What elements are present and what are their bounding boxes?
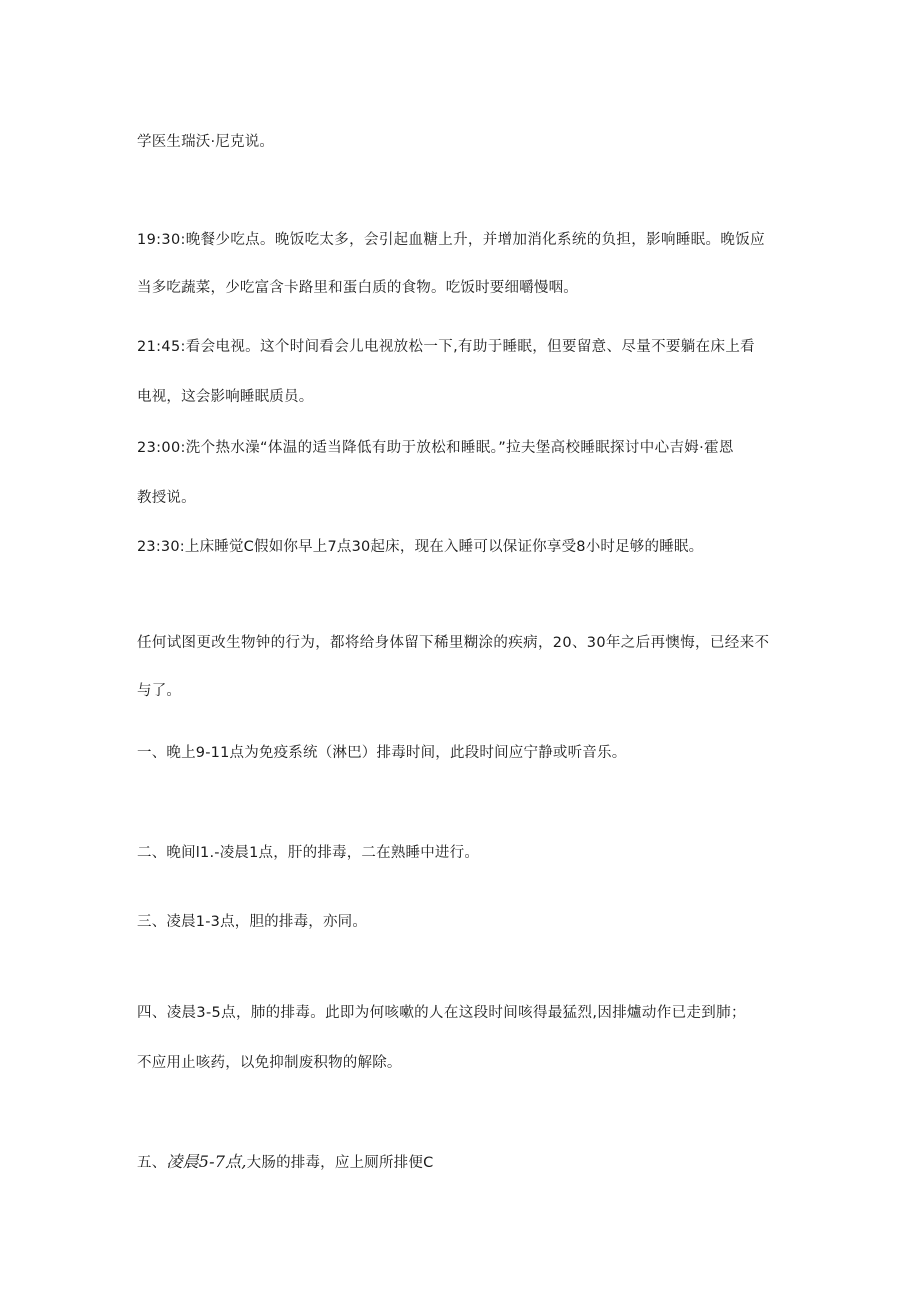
text-line: 三、凌晨1-3点，胆的排毒，亦同。 [137,914,368,930]
text-line: 四、凌晨3-5点，肺的排毒。此即为何咳嗽的人在这段时间咳得最猛烈,因排爐动作已走到肺； [137,1005,746,1021]
text-line: 当多吃蔬菜，少吃富含卡路里和蛋白质的食物。吃饭时要细嚼慢咽。 [137,280,578,296]
text-line: 二、晚间l1.-凌晨1点，肝的排毒，二在熟睡中进行。 [137,845,480,861]
text-line: 任何试图更改生物钟的行为，都将给身体留下稀里糊涂的疾病，20、30年之后再懊悔，已经来不 [137,635,770,651]
text-line: 电视，这会影响睡眠质员。 [137,389,314,405]
text-line: 教授说。 [137,490,196,506]
text-line: 不应用止咳药，以免抑制废积物的解除。 [137,1055,402,1071]
text-line: 23:00:洗个热水澡“体温的适当降低有助于放松和睡眠。”拉夫堡高校睡眠探讨中心吉姆·霍恩 [137,440,734,456]
text-line: 与了。 [137,683,182,699]
text-line: 一、晚上9-11点为免疫系统（淋巴）排毒时间，此段时间应宁静或听音乐。 [137,745,627,761]
text-line-last [137,1152,810,1173]
last-line-suffix: 大肠的排毒，应上厕所排便C [246,1155,434,1171]
text-line: 23:30:上床睡觉C假如你早上7点30起床，现在入睡可以保证你享受8小时足够的睡眠。 [137,539,704,555]
text-line: 21:45:看会电视。这个时间看会儿电视放松一下,有助于睡眠，但要留意、尽量不要躺在床上看 [137,339,756,355]
last-line-prefix: 五、 [137,1155,167,1171]
text-line: 19:30:晚餐少吃点。晚饭吃太多，会引起血糖上升，并增加消化系统的负担，影响睡眠。晚饭应 [137,232,765,248]
text-line: 学医生瑞沃·尼克说。 [137,134,275,150]
last-line-italic: 凌晨5-7点, [166,1152,247,1171]
